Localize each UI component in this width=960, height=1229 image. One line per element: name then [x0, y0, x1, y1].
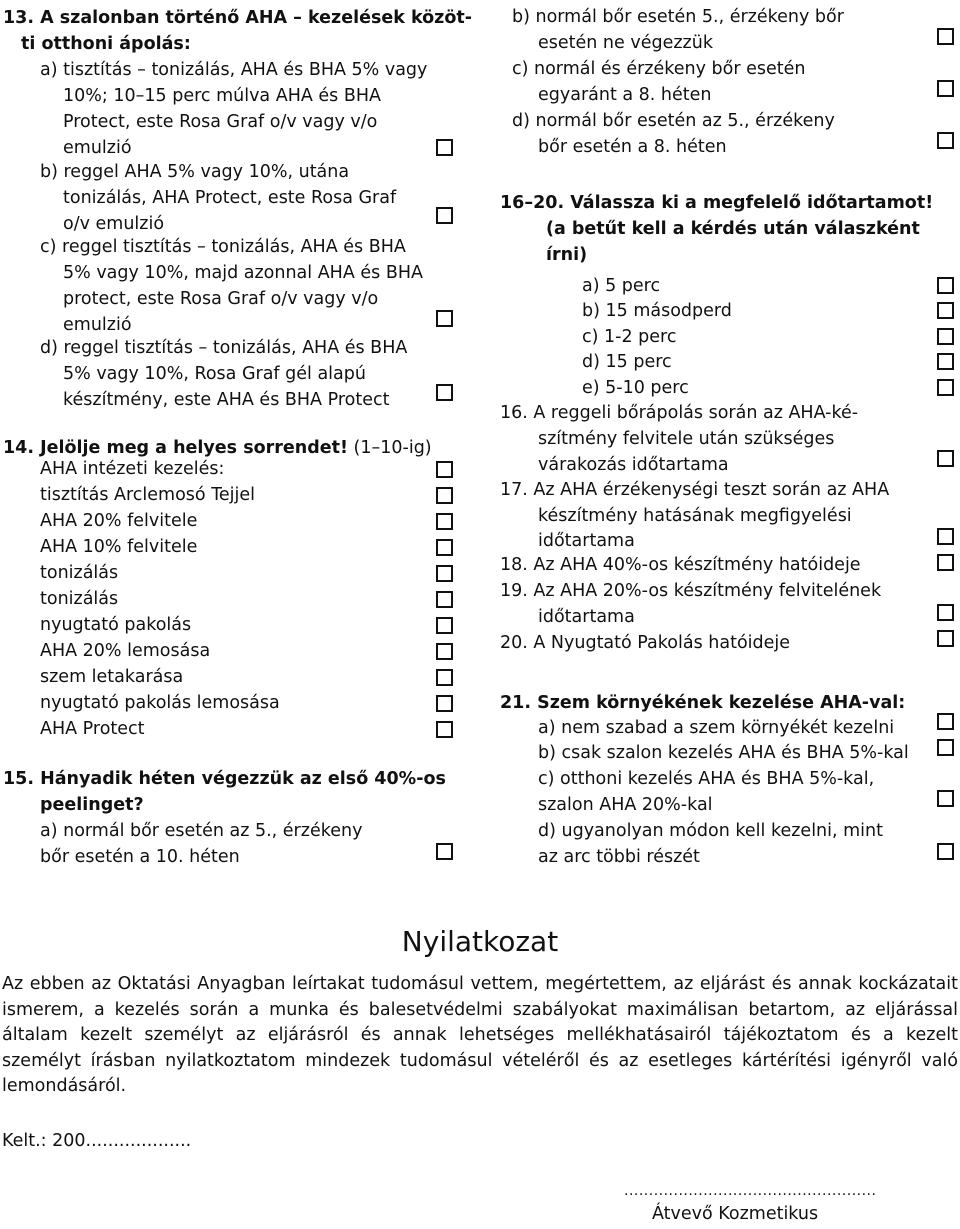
q13-option-d-line2: 5% vagy 10%, Rosa Graf gél alapú	[63, 364, 366, 384]
checkbox[interactable]	[436, 539, 453, 556]
q16-20-note-line1: (a betűt kell a kérdés után válaszként	[546, 219, 920, 239]
q14-title	[3, 437, 432, 459]
checkbox[interactable]	[937, 528, 954, 545]
q14-title-bold: 14. Jelölje meg a helyes sorrendet!	[3, 438, 348, 458]
q21-option-d-line1: d) ugyanolyan módon kell kezelni, mint	[538, 821, 883, 841]
checkbox[interactable]	[436, 487, 453, 504]
q13-option-a-line4: emulzió	[63, 138, 132, 158]
checkbox[interactable]	[937, 379, 954, 396]
q14-item: nyugtató pakolás lemosása	[40, 693, 280, 713]
checkbox[interactable]	[937, 554, 954, 571]
q15-title-line2: peelinget?	[40, 795, 144, 815]
checkbox[interactable]	[436, 139, 453, 156]
checkbox[interactable]	[436, 617, 453, 634]
q16-line1: 16. A reggeli bőrápolás során az AHA-ké-	[500, 403, 859, 423]
signature-line[interactable]: ...................................................	[624, 1183, 877, 1199]
duration-option: a) 5 perc	[582, 276, 661, 296]
checkbox[interactable]	[937, 450, 954, 467]
q13-option-a-line1: a) tisztítás – tonizálás, AHA és BHA 5% vagy	[40, 60, 428, 80]
q13-option-c-line4: emulzió	[63, 315, 132, 335]
q13-option-b-line3: o/v emulzió	[63, 214, 165, 234]
checkbox[interactable]	[937, 28, 954, 45]
q14-item: szem letakarása	[40, 667, 184, 687]
q13-option-d-line1: d) reggel tisztítás – tonizálás, AHA és BHA	[40, 338, 408, 358]
q21-option-b: b) csak szalon kezelés AHA és BHA 5%-kal	[538, 743, 909, 763]
q14-item: AHA 20% felvitele	[40, 511, 198, 531]
checkbox[interactable]	[436, 669, 453, 686]
q20: 20. A Nyugtató Pakolás hatóideje	[500, 633, 791, 653]
checkbox[interactable]	[436, 310, 453, 327]
q21-option-c-line2: szalon AHA 20%-kal	[538, 795, 713, 815]
signature-label: Átvevő Kozmetikus	[652, 1204, 819, 1224]
checkbox[interactable]	[436, 207, 453, 224]
checkbox[interactable]	[436, 461, 453, 478]
q17-line1: 17. Az AHA érzékenységi teszt során az AHA	[500, 480, 890, 500]
q16-20-title: 16–20. Válassza ki a megfelelő időtartamot!	[500, 193, 934, 213]
q14-item: nyugtató pakolás	[40, 615, 192, 635]
q19-line2: időtartama	[538, 607, 635, 627]
q16-line2: szítmény felvitele után szükséges	[538, 429, 835, 449]
q13-option-a-line2: 10%; 10–15 perc múlva AHA és BHA	[63, 86, 381, 106]
q15-option-a-line1: a) normál bőr esetén az 5., érzékeny	[40, 821, 363, 841]
q21-option-a: a) nem szabad a szem környékét kezelni	[538, 718, 895, 738]
q14-item: AHA 10% felvitele	[40, 537, 198, 557]
checkbox[interactable]	[937, 630, 954, 647]
duration-option: b) 15 másodperd	[582, 301, 732, 321]
q15-option-d-line1: d) normál bőr esetén az 5., érzékeny	[512, 111, 835, 131]
q13-option-c-line1: c) reggel tisztítás – tonizálás, AHA és BHA	[40, 237, 406, 257]
checkbox[interactable]	[436, 565, 453, 582]
checkbox[interactable]	[937, 790, 954, 807]
q16-20-note-line2: írni)	[546, 245, 588, 265]
q15-option-b-line1: b) normál bőr esetén 5., érzékeny bőr	[512, 7, 844, 27]
q13-title-line2: ti otthoni ápolás:	[21, 34, 191, 54]
declaration-text: Az ebben az Oktatási Anyagban leírtakat tudomásul vettem, megértettem, az eljárást és annak kockázatait ismerem, a kezelés során a munka és balesetvédelmi szabályokat maximálisan betartom, az eljárással általam kezelt személyt az eljárásról és annak lehetséges mellékhatásairól tájékoztatom és a kezelt személyt írásban nyilatkoztatom mindezek tudomásul vételéről és az esetleges kártérítési igényről való lemondásáról.	[2, 974, 958, 1096]
q15-option-c-line2: egyaránt a 8. héten	[538, 85, 712, 105]
checkbox[interactable]	[937, 277, 954, 294]
q21-option-d-line2: az arc többi részét	[538, 847, 700, 867]
checkbox[interactable]	[937, 132, 954, 149]
q14-item: AHA intézeti kezelés:	[40, 459, 225, 479]
q13-option-d-line3: készítmény, este AHA és BHA Protect	[63, 390, 390, 410]
q19-line1: 19. Az AHA 20%-os készítmény felvitelének	[500, 581, 882, 601]
q15-option-d-line2: bőr esetén a 8. héten	[538, 137, 727, 157]
q13-option-c-line2: 5% vagy 10%, majd azonnal AHA és BHA	[63, 263, 423, 283]
checkbox[interactable]	[436, 643, 453, 660]
q21-title: 21. Szem környékének kezelése AHA-val:	[500, 693, 906, 713]
checkbox[interactable]	[937, 302, 954, 319]
checkbox[interactable]	[937, 328, 954, 345]
q13-option-b-line1: b) reggel AHA 5% vagy 10%, utána	[40, 162, 350, 182]
checkbox[interactable]	[937, 353, 954, 370]
duration-option: d) 15 perc	[582, 352, 672, 372]
checkbox[interactable]	[937, 739, 954, 756]
q17-line3: időtartama	[538, 531, 635, 551]
q14-item: tonizálás	[40, 563, 119, 583]
q14-item: AHA Protect	[40, 719, 145, 739]
checkbox[interactable]	[436, 695, 453, 712]
q13-title-line1: 13. A szalonban történő AHA – kezelések közöt-	[3, 8, 473, 28]
q13-option-c-line3: protect, este Rosa Graf o/v vagy v/o	[63, 289, 379, 309]
checkbox[interactable]	[937, 80, 954, 97]
checkbox[interactable]	[436, 591, 453, 608]
q18: 18. Az AHA 40%-os készítmény hatóideje	[500, 555, 861, 575]
q14-item: tisztítás Arclemosó Tejjel	[40, 485, 256, 505]
q15-option-c-line1: c) normál és érzékeny bőr esetén	[512, 59, 806, 79]
checkbox[interactable]	[436, 513, 453, 530]
checkbox[interactable]	[436, 384, 453, 401]
q15-title-line1: 15. Hányadik héten végezzük az első 40%-os	[3, 769, 446, 789]
q14-item: AHA 20% lemosása	[40, 641, 211, 661]
duration-option: e) 5-10 perc	[582, 378, 689, 398]
checkbox[interactable]	[436, 843, 453, 860]
q15-option-b-line2: esetén ne végezzük	[538, 33, 713, 53]
duration-option: c) 1-2 perc	[582, 327, 677, 347]
q17-line2: készítmény hatásának megfigyelési	[538, 506, 852, 526]
q13-option-b-line2: tonizálás, AHA Protect, este Rosa Graf	[63, 188, 397, 208]
q15-option-a-line2: bőr esetén a 10. héten	[40, 847, 240, 867]
checkbox[interactable]	[937, 843, 954, 860]
checkbox[interactable]	[937, 604, 954, 621]
q14-title-range: (1–10-ig)	[347, 438, 432, 458]
date-field[interactable]: Kelt.: 200...................	[2, 1131, 192, 1151]
q16-line3: várakozás időtartama	[538, 455, 729, 475]
q13-option-a-line3: Protect, este Rosa Graf o/v vagy v/o	[63, 112, 378, 132]
q14-item: tonizálás	[40, 589, 119, 609]
q21-option-c-line1: c) otthoni kezelés AHA és BHA 5%-kal,	[538, 769, 875, 789]
declaration-title: Nyilatkozat	[401, 925, 559, 958]
checkbox[interactable]	[436, 721, 453, 738]
checkbox[interactable]	[937, 713, 954, 730]
